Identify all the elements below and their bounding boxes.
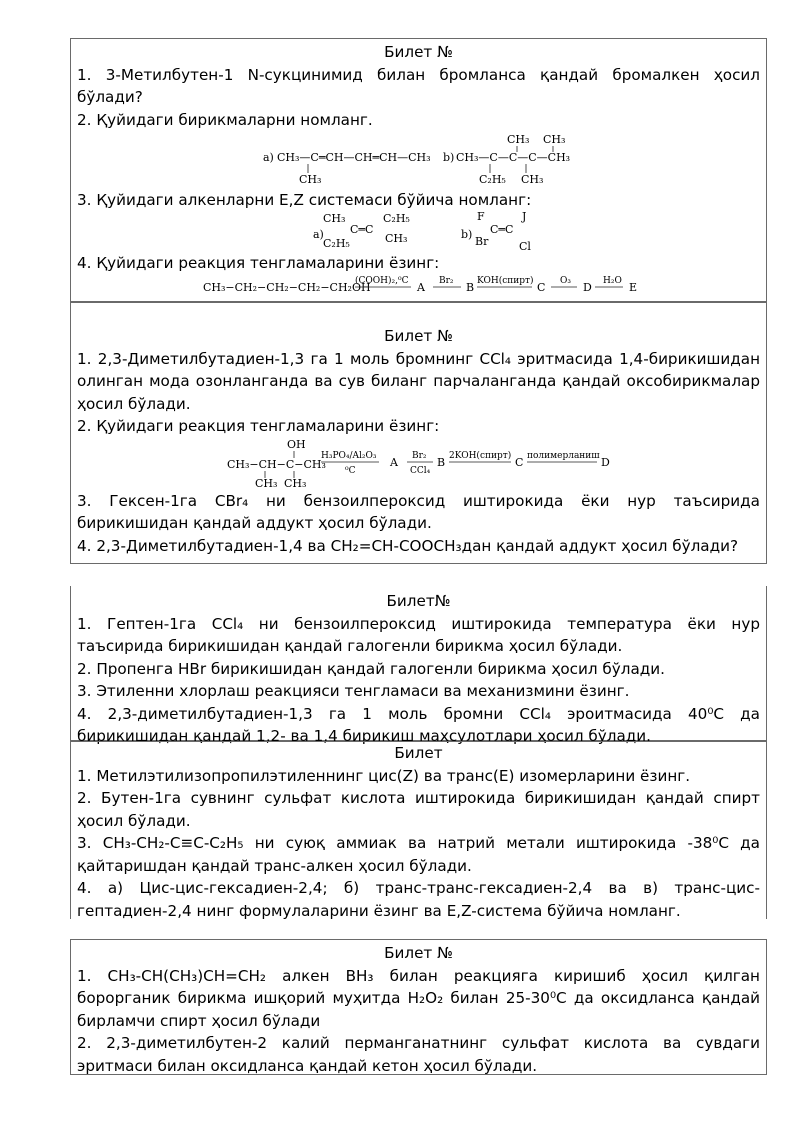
alkene-b-cc: C═C: [490, 222, 514, 236]
hydroxyl-group: OH: [287, 437, 306, 451]
label-b: b): [443, 151, 455, 164]
alkene-b-tl: F: [477, 211, 485, 223]
reaction-cond-1: (COOH)₂,⁰C: [355, 276, 409, 286]
product-b: B: [437, 455, 446, 469]
reactant-sub2: CH₃: [284, 476, 307, 490]
alkene-b-tr: J: [522, 211, 527, 223]
reaction-cond-5: H₂O: [603, 276, 622, 286]
question-3: 3. Қуйидаги алкенларни E,Z системаси бўйича номланг:: [77, 191, 532, 209]
formula-b-top2: CH₃: [543, 133, 566, 146]
formula-b-main: CH₃—C—C—C—CH₃: [456, 151, 571, 164]
question-1: 1. Гептен-1га CCl₄ ни бензоилпероксид иштирокида температура ёки нур таъсирида бирикишидан қандай галогенли бирикма ҳосил бўлади.: [77, 614, 760, 655]
reaction-scheme-2: [77, 438, 760, 490]
question-1: 1. Метилэтилизопропилэтиленнинг цис(Z) ва транс(E) изомерларини ёзинг.: [77, 766, 691, 785]
question-1: 1. CH₃-CH(CH₃)CH=CH₂ алкен BH₃ билан реакцияга киришиб ҳосил қилган борорганик бирикма ишқорий муҳитда H₂O₂ билан 25-30⁰C да оксидланса қандай бирламчи спирт ҳосил бўлади: [77, 966, 760, 1030]
formula-b-top1: CH₃: [507, 133, 530, 146]
product-e: E: [629, 281, 638, 294]
reaction-cond-1: H₃PO₄/Al₂O₃: [321, 450, 377, 461]
alkene-a-tr: C₂H₅: [383, 211, 410, 225]
reaction-cond-2: Br₂: [439, 276, 454, 286]
alkene-b-label: b): [461, 227, 473, 241]
question-2: 2. 2,3-диметилбутен-2 калий перманганатнинг сульфат кислота ва сувдаги эритмаси билан оксидланса қандай кетон ҳосил бўлади.: [77, 1034, 760, 1075]
ticket-title: Билет№: [386, 592, 451, 610]
label-a: a): [263, 151, 274, 164]
alkene-a-bl: C₂H₅: [323, 236, 350, 250]
product-b: B: [466, 281, 475, 294]
ticket-title: Билет №: [384, 944, 453, 962]
reaction-cond-2: Br₂: [412, 450, 427, 461]
question-2: 2. Қуйидаги бирикмаларни номланг.: [77, 110, 373, 129]
question-3: 3. Этиленни хлорлаш реакцияси тенгламаси ва механизмини ёзинг.: [77, 682, 630, 700]
question-4: 4. Қуйидаги реакция тенгламаларини ёзинг:: [77, 253, 440, 272]
reaction-cond-3: KOH(спирт): [477, 276, 534, 286]
alkene-b-bl: Br: [475, 234, 489, 248]
reaction-cond-4: полимерланиш: [527, 450, 600, 461]
question-4: 4. а) Цис-цис-гексадиен-2,4; б) транс-транс-гексадиен-2,4 ва в) транс-цис-гептадиен-2,4 нинг формулаларини ёзинг ва E,Z-система бўйича номланг.: [77, 879, 760, 920]
ticket-title: Билет: [394, 744, 443, 762]
reaction-cond-2b: CCl₄: [410, 465, 431, 476]
reactant-sub1: CH₃: [255, 476, 278, 490]
question-2: 2. Қуйидаги реакция тенгламаларини ёзинг:: [77, 417, 440, 435]
question-2: 2. Бутен-1га сувнинг сульфат кислота иштирокида бирикишидан қандай спирт ҳосил бўлади.: [77, 789, 760, 830]
question-3: 3. Гексен-1га CBr₄ ни бензоилпероксид иштирокида ёки нур таъсирида бирикишидан қандай аддукт ҳосил бўлади.: [77, 491, 760, 532]
formula-a-sub: CH₃: [299, 173, 322, 186]
structural-formulas-names: [77, 131, 760, 189]
ticket-card-2: [70, 302, 767, 564]
ticket-card-3: [70, 586, 767, 745]
alkene-a-br: CH₃: [385, 231, 408, 245]
ticket-card-1: [70, 38, 767, 302]
product-a: A: [390, 455, 398, 469]
ticket-title: Билет №: [384, 43, 453, 61]
product-a: A: [417, 281, 425, 294]
reaction-cond-3: 2KOH(спирт): [449, 450, 512, 461]
formula-b-bot2: CH₃: [521, 173, 544, 186]
question-1: 1. 3-Метилбутен-1 N-сукцинимид билан бромланса қандай бромалкен ҳосил бўлади?: [77, 65, 760, 106]
reaction-scheme-1: [77, 274, 760, 296]
ticket-card-4: [70, 741, 767, 919]
product-d: D: [601, 455, 610, 469]
ticket-title: Билет №: [384, 327, 453, 345]
question-2: 2. Пропенга HBr бирикишидан қандай галогенли бирикма ҳосил бўлади.: [77, 659, 665, 678]
alkene-a-label: a): [313, 227, 324, 241]
reactant-main: CH₃−CH−C−CH₃: [227, 457, 326, 471]
alkene-formulas-ez: [77, 212, 760, 252]
alkene-a-cc: C═C: [350, 222, 374, 236]
ticket-card-5: [70, 939, 767, 1075]
question-1: 1. 2,3-Диметилбутадиен-1,3 га 1 моль бромнинг CCl₄ эритмасида 1,4-бирикишидан олинган мода озонланганда ва сув биланг парчаланганда қандай оксобирикмалар ҳосил бўлади.: [77, 349, 760, 413]
product-c: C: [515, 455, 524, 469]
question-4: 4. 2,3-диметилбутадиен-1,3 га 1 моль бромни CCl₄ эроитмасида 40⁰C да бирикишидан қандай 1,2- ва 1,4 бирикиш маҳсулотлари ҳосил бўлади.: [77, 704, 760, 745]
reaction-cond-1b: ⁰C: [345, 465, 356, 476]
question-3: 3. CH₃-CH₂-C≡C-C₂H₅ ни суюқ аммиак ва натрий метали иштирокида -38⁰C да қайтаришдан қандай транс-алкен ҳосил бўлади.: [77, 834, 760, 875]
product-c: C: [537, 281, 546, 294]
product-d: D: [583, 281, 592, 294]
alkene-b-br: Cl: [519, 239, 531, 252]
reaction-cond-4: O₃: [560, 276, 571, 286]
alkene-a-tl: CH₃: [323, 211, 346, 225]
formula-a-main: CH₃—C═CH—CH═CH—CH₃: [277, 151, 431, 164]
reaction-start: CH₃−CH₂−CH₂−CH₂−CH₂OH: [203, 281, 371, 294]
formula-b-bot1: C₂H₅: [479, 173, 506, 186]
question-4: 4. 2,3-Диметилбутадиен-1,4 ва CH₂=CH-COOCH₃дан қандай аддукт ҳосил бўлади?: [77, 536, 739, 555]
